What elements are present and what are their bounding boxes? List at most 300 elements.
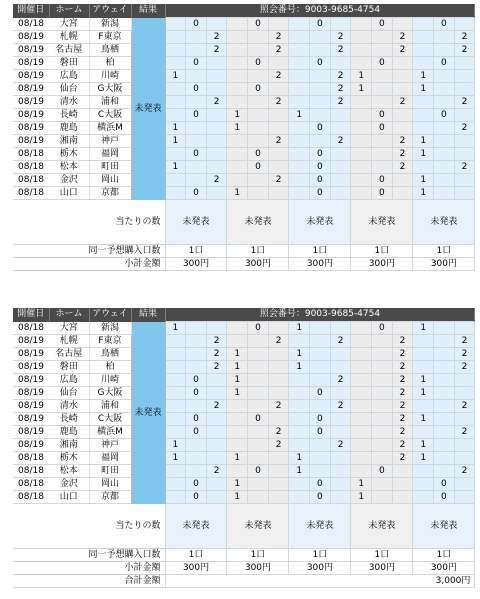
pick-cell [186, 161, 207, 174]
pick-cell: 2 [454, 161, 475, 174]
pick-cell [434, 187, 455, 200]
pick-cell: 0 [310, 161, 331, 174]
pick-cell [248, 174, 269, 187]
pick-cell [289, 122, 310, 135]
match-row [13, 135, 475, 148]
grand-total-value: 3,000円 [165, 575, 475, 588]
match-row [13, 400, 475, 413]
pick-cell [186, 122, 207, 135]
pick-cell [392, 83, 413, 96]
pick-cell: 1 [165, 135, 186, 148]
pick-cell: 0 [186, 148, 207, 161]
away-team: 柏 [89, 57, 131, 70]
pick-cell [206, 491, 227, 504]
pick-cell [310, 109, 331, 122]
pick-cell [289, 161, 310, 174]
pick-cell: 0 [186, 387, 207, 400]
ticket-table [13, 308, 475, 588]
pick-cell [351, 452, 372, 465]
home-team: 清水 [49, 96, 89, 109]
pick-cell [227, 31, 248, 44]
pick-cell [372, 413, 393, 426]
pick-cell [392, 491, 413, 504]
pick-cell [351, 135, 372, 148]
match-row [13, 70, 475, 83]
pick-cell [165, 426, 186, 439]
pick-cell [372, 387, 393, 400]
pick-cell [268, 83, 289, 96]
pick-cell [248, 70, 269, 83]
pick-cell [351, 439, 372, 452]
units-value: 1口 [227, 245, 289, 258]
pick-cell: 1 [413, 439, 434, 452]
pick-cell: 0 [372, 57, 393, 70]
match-row [13, 439, 475, 452]
pick-cell [186, 335, 207, 348]
pick-cell [392, 465, 413, 478]
pick-cell: 2 [268, 426, 289, 439]
match-row [13, 187, 475, 200]
pick-cell: 2 [206, 348, 227, 361]
pick-cell: 2 [454, 400, 475, 413]
pick-cell [248, 44, 269, 57]
subtotal-value: 300円 [351, 258, 413, 271]
pick-cell [372, 439, 393, 452]
pick-cell [227, 57, 248, 70]
pick-cell [310, 348, 331, 361]
hits-value: 未発表 [289, 504, 351, 549]
pick-cell [372, 374, 393, 387]
pick-cell: 1 [413, 452, 434, 465]
pick-cell [310, 374, 331, 387]
pick-cell [227, 148, 248, 161]
pick-cell [392, 322, 413, 335]
pick-cell: 0 [372, 174, 393, 187]
pick-cell: 1 [351, 478, 372, 491]
pick-cell: 2 [330, 31, 351, 44]
pick-cell: 2 [268, 335, 289, 348]
home-team: 名古屋 [49, 348, 89, 361]
pick-cell [413, 31, 434, 44]
pick-cell [454, 374, 475, 387]
pick-cell [413, 361, 434, 374]
pick-cell [434, 31, 455, 44]
pick-cell [268, 413, 289, 426]
pick-cell [372, 361, 393, 374]
pick-cell: 2 [330, 83, 351, 96]
pick-cell [248, 426, 269, 439]
pick-cell: 0 [186, 478, 207, 491]
pick-cell [310, 135, 331, 148]
away-team: 町田 [89, 465, 131, 478]
pick-cell [372, 491, 393, 504]
pick-cell: 1 [413, 148, 434, 161]
match-date: 08/19 [13, 387, 49, 400]
pick-cell: 0 [186, 491, 207, 504]
pick-cell [206, 322, 227, 335]
pick-cell [392, 122, 413, 135]
pick-cell [227, 135, 248, 148]
pick-cell [392, 57, 413, 70]
match-date: 08/19 [13, 361, 49, 374]
match-row [13, 18, 475, 31]
pick-cell [330, 413, 351, 426]
pick-cell: 0 [434, 109, 455, 122]
toto-ticket-sheet-1 [13, 4, 475, 271]
pick-cell [186, 70, 207, 83]
pick-cell: 0 [434, 18, 455, 31]
away-team: 京都 [89, 491, 131, 504]
pick-cell: 2 [206, 361, 227, 374]
pick-cell [165, 57, 186, 70]
pick-cell [248, 335, 269, 348]
subtotal-value: 300円 [351, 562, 413, 575]
pick-cell: 2 [330, 374, 351, 387]
subtotal-row [13, 562, 475, 575]
header-away: アウェイ [89, 4, 131, 18]
away-team: 福岡 [89, 452, 131, 465]
header-result: 結果 [131, 308, 165, 322]
pick-cell: 0 [248, 57, 269, 70]
away-team: 浦和 [89, 96, 131, 109]
pick-cell: 1 [413, 374, 434, 387]
subtotal-row [13, 258, 475, 271]
pick-cell: 2 [206, 44, 227, 57]
pick-cell [289, 57, 310, 70]
pick-cell [268, 361, 289, 374]
pick-cell: 0 [186, 413, 207, 426]
pick-cell [165, 335, 186, 348]
pick-cell [413, 478, 434, 491]
match-row [13, 174, 475, 187]
hits-value: 未発表 [165, 504, 227, 549]
away-team: 川崎 [89, 374, 131, 387]
units-value: 1口 [165, 549, 227, 562]
pick-cell: 2 [392, 31, 413, 44]
match-date: 08/19 [13, 31, 49, 44]
pick-cell [330, 387, 351, 400]
pick-cell [165, 413, 186, 426]
pick-cell [165, 83, 186, 96]
pick-cell [186, 44, 207, 57]
pick-cell [330, 174, 351, 187]
pick-cell: 0 [248, 148, 269, 161]
pick-cell [289, 18, 310, 31]
pick-cell [413, 122, 434, 135]
pick-cell [206, 439, 227, 452]
away-team: 川崎 [89, 70, 131, 83]
pick-cell [372, 96, 393, 109]
pick-cell [413, 18, 434, 31]
pick-cell [186, 400, 207, 413]
pick-cell [351, 122, 372, 135]
pick-cell: 2 [392, 426, 413, 439]
pick-cell [351, 18, 372, 31]
match-date: 08/18 [13, 322, 49, 335]
match-date: 08/18 [13, 478, 49, 491]
pick-cell [413, 57, 434, 70]
pick-cell [289, 148, 310, 161]
pick-cell [206, 374, 227, 387]
pick-cell [227, 335, 248, 348]
units-value: 1口 [413, 549, 475, 562]
pick-cell: 0 [372, 465, 393, 478]
pick-cell: 0 [372, 18, 393, 31]
pick-cell [454, 70, 475, 83]
pick-cell [165, 478, 186, 491]
home-team: 鹿島 [49, 122, 89, 135]
pick-cell: 0 [310, 57, 331, 70]
pick-cell: 2 [454, 96, 475, 109]
pick-cell [165, 44, 186, 57]
pick-cell [454, 322, 475, 335]
pick-cell [165, 96, 186, 109]
pick-cell: 0 [186, 187, 207, 200]
pick-cell [372, 348, 393, 361]
pick-cell [372, 31, 393, 44]
pick-cell [206, 426, 227, 439]
pick-cell [248, 400, 269, 413]
pick-cell [165, 109, 186, 122]
match-row [13, 96, 475, 109]
pick-cell [186, 135, 207, 148]
pick-cell [434, 452, 455, 465]
subtotal-value: 300円 [413, 562, 475, 575]
pick-cell [372, 478, 393, 491]
hits-value: 未発表 [289, 200, 351, 245]
match-row [13, 31, 475, 44]
header-date: 開催日 [13, 308, 49, 322]
pick-cell: 2 [268, 44, 289, 57]
pick-cell [186, 96, 207, 109]
header-home: ホーム [49, 308, 89, 322]
pick-cell [289, 96, 310, 109]
pick-cell [206, 161, 227, 174]
pick-cell: 1 [289, 465, 310, 478]
pick-cell [310, 322, 331, 335]
hits-value: 未発表 [413, 504, 475, 549]
pick-cell: 2 [206, 400, 227, 413]
pick-cell [248, 122, 269, 135]
pick-cell [248, 348, 269, 361]
pick-cell [330, 452, 351, 465]
pick-cell: 2 [206, 335, 227, 348]
away-team: F東京 [89, 335, 131, 348]
pick-cell [165, 400, 186, 413]
pick-cell: 2 [454, 426, 475, 439]
pick-cell: 2 [392, 335, 413, 348]
pick-cell [186, 174, 207, 187]
pick-cell [392, 18, 413, 31]
pick-cell: 1 [227, 452, 248, 465]
pick-cell [227, 174, 248, 187]
pick-cell: 1 [165, 70, 186, 83]
pick-cell [289, 374, 310, 387]
pick-cell [206, 452, 227, 465]
pick-cell [351, 348, 372, 361]
pick-cell [434, 70, 455, 83]
pick-cell [186, 31, 207, 44]
away-team: 横浜M [89, 426, 131, 439]
reference-label: 照会番号： [259, 309, 305, 319]
pick-cell [310, 335, 331, 348]
pick-cell: 0 [372, 122, 393, 135]
pick-cell [248, 135, 269, 148]
match-date: 08/18 [13, 148, 49, 161]
pick-cell [186, 452, 207, 465]
match-date: 08/19 [13, 44, 49, 57]
pick-cell [413, 161, 434, 174]
pick-cell [289, 400, 310, 413]
pick-cell [186, 322, 207, 335]
match-date: 08/18 [13, 187, 49, 200]
pick-cell: 0 [310, 387, 331, 400]
pick-cell [206, 109, 227, 122]
pick-cell: 2 [392, 161, 413, 174]
match-date: 08/19 [13, 122, 49, 135]
home-team: 松本 [49, 465, 89, 478]
pick-cell [330, 122, 351, 135]
pick-cell: 1 [165, 122, 186, 135]
match-row [13, 413, 475, 426]
match-row [13, 478, 475, 491]
pick-cell [227, 70, 248, 83]
home-team: 仙台 [49, 387, 89, 400]
pick-cell: 1 [413, 174, 434, 187]
pick-cell [454, 187, 475, 200]
pick-cell [454, 439, 475, 452]
pick-cell [434, 96, 455, 109]
pick-cell [454, 109, 475, 122]
home-team: 磐田 [49, 57, 89, 70]
hits-value: 未発表 [227, 504, 289, 549]
pick-cell: 0 [186, 109, 207, 122]
pick-cell [310, 96, 331, 109]
pick-cell [330, 322, 351, 335]
pick-cell [248, 387, 269, 400]
pick-cell: 1 [227, 478, 248, 491]
pick-cell: 2 [392, 361, 413, 374]
match-row [13, 387, 475, 400]
hits-value: 未発表 [227, 200, 289, 245]
pick-cell [434, 161, 455, 174]
hits-row [13, 200, 475, 245]
pick-cell [310, 361, 331, 374]
pick-cell [289, 478, 310, 491]
away-team: 柏 [89, 361, 131, 374]
match-date: 08/19 [13, 400, 49, 413]
pick-cell: 2 [454, 361, 475, 374]
pick-cell: 1 [413, 187, 434, 200]
units-value: 1口 [351, 245, 413, 258]
pick-cell [227, 83, 248, 96]
pick-cell [351, 400, 372, 413]
pick-cell: 2 [268, 96, 289, 109]
pick-cell [227, 413, 248, 426]
pick-cell [434, 400, 455, 413]
home-team: 名古屋 [49, 44, 89, 57]
home-team: 仙台 [49, 83, 89, 96]
match-row [13, 374, 475, 387]
pick-cell [413, 44, 434, 57]
toto-ticket-sheet-2 [13, 308, 475, 588]
pick-cell [206, 135, 227, 148]
away-team: 町田 [89, 161, 131, 174]
match-date: 08/19 [13, 426, 49, 439]
pick-cell: 1 [165, 322, 186, 335]
pick-cell: 1 [227, 109, 248, 122]
pick-cell [392, 478, 413, 491]
pick-cell [165, 374, 186, 387]
pick-cell: 1 [289, 109, 310, 122]
home-team: 湘南 [49, 135, 89, 148]
header-home: ホーム [49, 4, 89, 18]
pick-cell [289, 31, 310, 44]
pick-cell: 0 [310, 187, 331, 200]
away-team: C大阪 [89, 413, 131, 426]
units-label: 同一予想購入口数 [13, 549, 165, 562]
pick-cell [434, 465, 455, 478]
pick-cell: 2 [392, 374, 413, 387]
pick-cell [206, 57, 227, 70]
pick-cell [413, 109, 434, 122]
pick-cell [454, 57, 475, 70]
reference-number [165, 308, 475, 322]
pick-cell [268, 478, 289, 491]
pick-cell: 2 [454, 465, 475, 478]
home-team: 長崎 [49, 109, 89, 122]
pick-cell [206, 148, 227, 161]
pick-cell: 0 [310, 148, 331, 161]
pick-cell [454, 174, 475, 187]
pick-cell [351, 174, 372, 187]
pick-cell [268, 452, 289, 465]
units-value: 1口 [289, 549, 351, 562]
units-row [13, 549, 475, 562]
pick-cell: 2 [454, 335, 475, 348]
pick-cell [165, 18, 186, 31]
reference-value: 9003-9685-4754 [304, 5, 381, 15]
pick-cell: 0 [310, 18, 331, 31]
pick-cell: 0 [434, 491, 455, 504]
units-label: 同一予想購入口数 [13, 245, 165, 258]
match-row [13, 348, 475, 361]
pick-cell [392, 174, 413, 187]
pick-cell: 2 [268, 439, 289, 452]
pick-cell [165, 348, 186, 361]
match-date: 08/18 [13, 452, 49, 465]
pick-cell: 2 [392, 96, 413, 109]
pick-cell [227, 322, 248, 335]
pick-cell: 2 [268, 174, 289, 187]
pick-cell: 0 [434, 478, 455, 491]
pick-cell [351, 44, 372, 57]
pick-cell: 1 [227, 361, 248, 374]
pick-cell [206, 187, 227, 200]
pick-cell [434, 335, 455, 348]
home-team: 磐田 [49, 361, 89, 374]
away-team: 新潟 [89, 18, 131, 31]
match-row [13, 426, 475, 439]
home-team: 山口 [49, 491, 89, 504]
pick-cell [351, 187, 372, 200]
pick-cell: 0 [372, 187, 393, 200]
pick-cell [186, 361, 207, 374]
pick-cell: 1 [165, 439, 186, 452]
match-row [13, 148, 475, 161]
grand-total-row [13, 575, 475, 588]
pick-cell [268, 161, 289, 174]
